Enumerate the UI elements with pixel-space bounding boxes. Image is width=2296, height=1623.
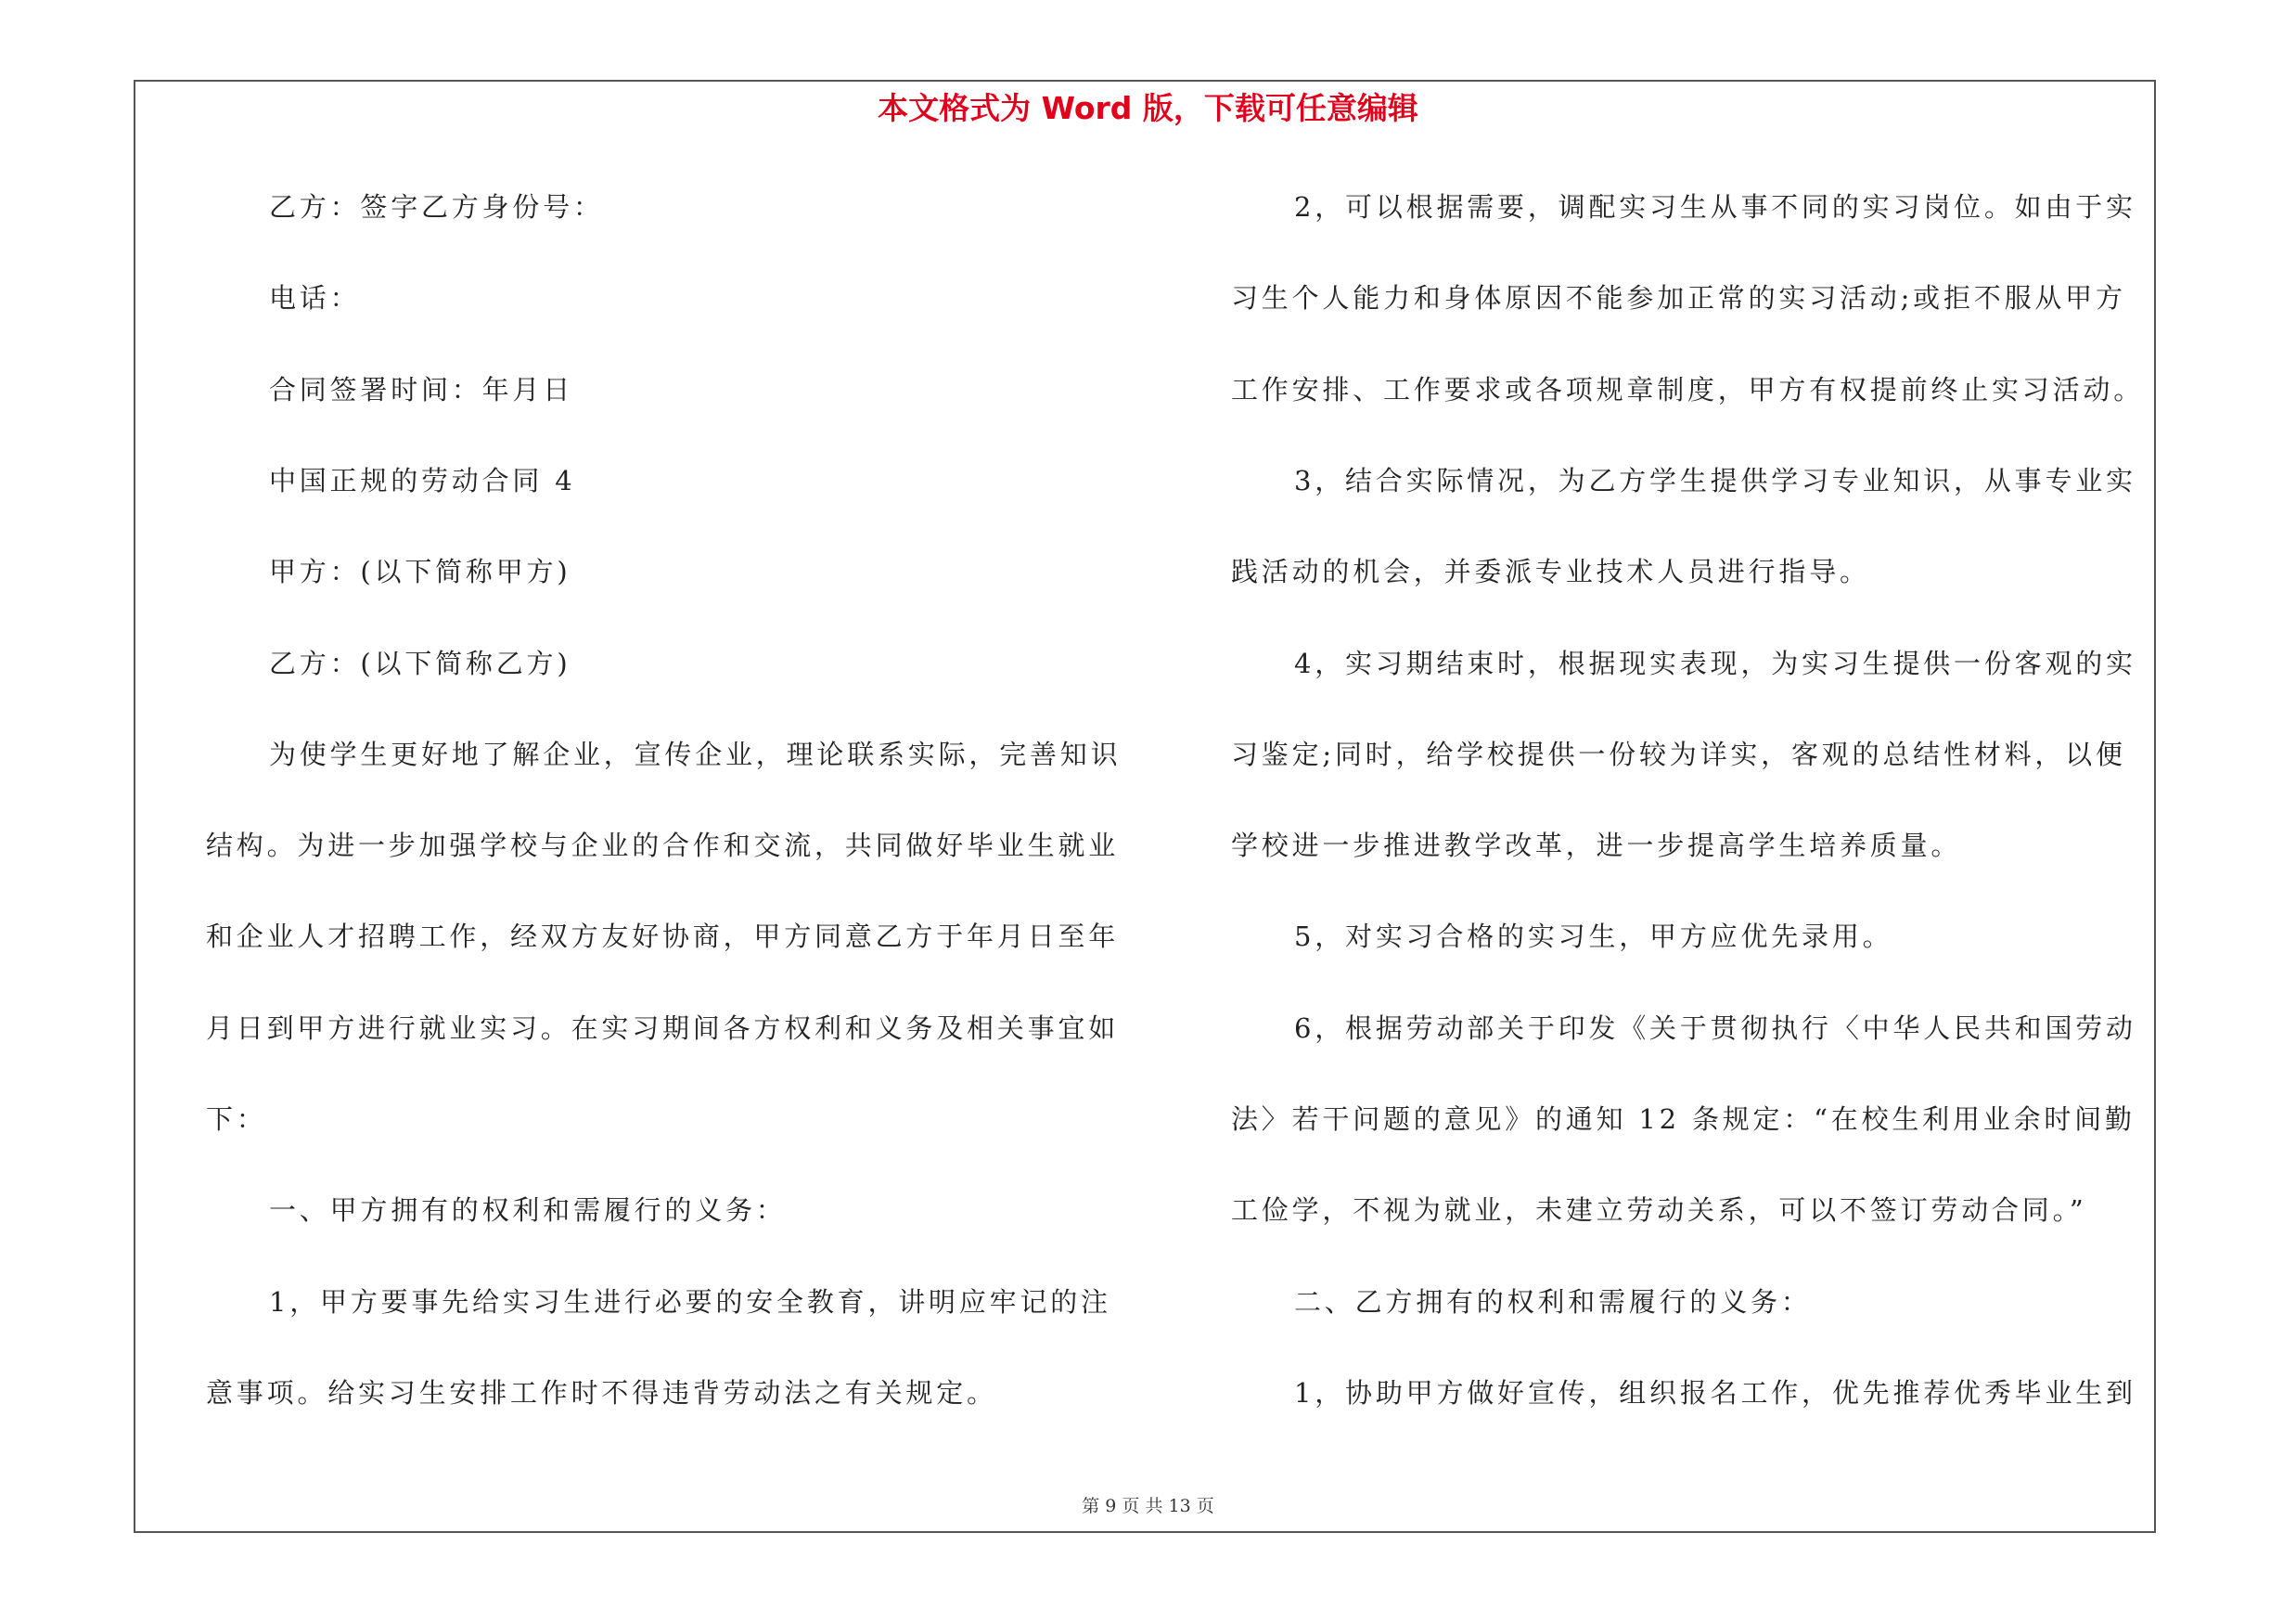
paragraph-line: 和企业人才招聘工作，经双方友好协商，甲方同意乙方于年月日至年 — [206, 921, 1120, 952]
paragraph-line: 法〉若干问题的意见》的通知 12 条规定：“在校生利用业余时间勤 — [1231, 1103, 2136, 1135]
paragraph-line: 电话： — [269, 282, 361, 314]
paragraph-line: 工俭学，不视为就业，未建立劳动关系，可以不签订劳动合同。” — [1231, 1194, 2087, 1226]
page-number-footer: 第 9 页 共 13 页 — [1082, 1496, 1214, 1516]
paragraph-line: 习鉴定;同时，给学校提供一份较为详实，客观的总结性材料，以便 — [1231, 739, 2126, 770]
paragraph-line: 甲方：(以下简称甲方) — [269, 556, 571, 587]
paragraph-line: 结构。为进一步加强学校与企业的合作和交流，共同做好毕业生就业 — [206, 830, 1120, 861]
paragraph-line: 乙方：签字乙方身份号： — [269, 191, 604, 223]
paragraph-line: 乙方：(以下简称乙方) — [269, 648, 571, 679]
word-format-banner: 本文格式为 Word 版，下载可任意编辑 — [878, 90, 1418, 126]
paragraph-line: 2，可以根据需要，调配实习生从事不同的实习岗位。如由于实 — [1294, 191, 2136, 223]
paragraph-line: 为使学生更好地了解企业，宣传企业，理论联系实际，完善知识 — [269, 739, 1122, 770]
paragraph-line: 3，结合实际情况，为乙方学生提供学习专业知识，从事专业实 — [1294, 465, 2136, 496]
paragraph-line: 5，对实习合格的实习生，甲方应优先录用。 — [1294, 921, 1893, 952]
paragraph-line: 学校进一步推进教学改革，进一步提高学生培养质量。 — [1231, 830, 1962, 861]
paragraph-line: 习生个人能力和身体原因不能参加正常的实习活动;或拒不服从甲方 — [1231, 282, 2126, 314]
paragraph-line: 1，协助甲方做好宣传，组织报名工作，优先推荐优秀毕业生到 — [1294, 1377, 2136, 1409]
paragraph-line: 4，实习期结束时，根据现实表现，为实习生提供一份客观的实 — [1294, 648, 2136, 679]
paragraph-line: 6，根据劳动部关于印发《关于贯彻执行〈中华人民共和国劳动 — [1294, 1012, 2136, 1044]
paragraph-line: 工作安排、工作要求或各项规章制度，甲方有权提前终止实习活动。 — [1231, 374, 2145, 406]
paragraph-line: 下： — [206, 1103, 267, 1135]
paragraph-line: 中国正规的劳动合同 4 — [269, 465, 576, 496]
paragraph-line: 意事项。给实习生安排工作时不得违背劳动法之有关规定。 — [206, 1377, 997, 1409]
paragraph-line: 1，甲方要事先给实习生进行必要的安全教育，讲明应牢记的注 — [269, 1286, 1111, 1318]
paragraph-line: 月日到甲方进行就业实习。在实习期间各方权利和义务及相关事宜如 — [206, 1012, 1120, 1044]
paragraph-line: 一、甲方拥有的权利和需履行的义务： — [269, 1194, 787, 1226]
paragraph-line: 践活动的机会，并委派专业技术人员进行指导。 — [1231, 556, 1870, 587]
paragraph-line: 二、乙方拥有的权利和需履行的义务： — [1294, 1286, 1812, 1318]
paragraph-line: 合同签署时间：年月日 — [269, 374, 574, 406]
